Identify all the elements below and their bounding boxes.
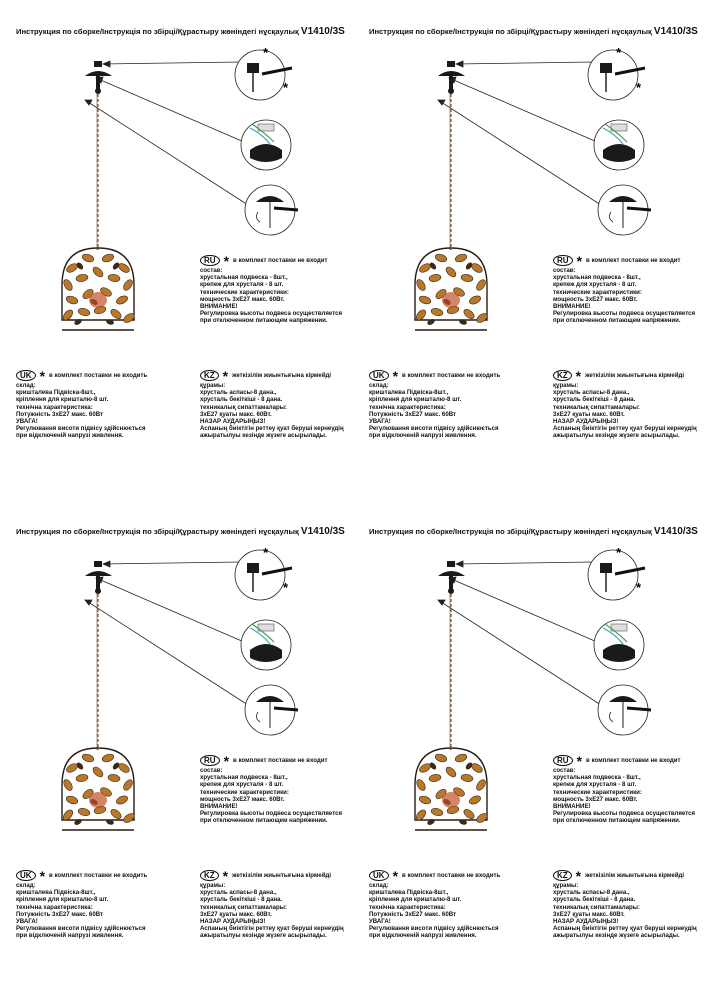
ru-line: состав: (200, 767, 223, 774)
uk-line: технічна характеристика: (369, 903, 446, 911)
uk-line: кріплення для кришталю-8 шт. (16, 896, 109, 904)
ru-note: в комплект поставки не входит (233, 756, 328, 764)
arrow-head (456, 561, 463, 567)
kz-line: ажыратылуы кезінде жүзеге асырылады. (553, 932, 680, 940)
lang-badge-uk: UK (16, 370, 36, 381)
kz-line: НАЗАР АУДАРЫҢЫЗ! (200, 918, 266, 926)
detail-circle-canopy (588, 545, 645, 600)
uk-line: склад: (369, 882, 389, 889)
lang-badge-uk: UK (369, 370, 389, 381)
lamp-shade (61, 248, 135, 330)
title-text: Инструкция по сборке/Інструкція по збірці/Құрастыру жөніндегі нұсқаулық (16, 527, 299, 536)
chain-icon (450, 94, 451, 250)
star-mark: * (222, 867, 229, 884)
star-mark: * (616, 545, 622, 560)
detail-circle-connector (594, 620, 644, 670)
lang-badge-ru: RU (553, 255, 573, 266)
ru-line: состав: (553, 767, 576, 774)
kz-line: хрусталь бекіткіші - 8 дана. (200, 396, 283, 404)
kz-line: хрусталь бекіткіші - 8 дана. (553, 396, 636, 404)
star-mark: * (575, 867, 582, 884)
lamp-shade (61, 748, 135, 830)
ru-line: хрустальная подвеска - 8шт., (553, 774, 641, 782)
ru-line: мощность 3хЕ27 макс. 60Вт. (200, 795, 285, 803)
kz-line: НАЗАР АУДАРЫҢЫЗ! (553, 418, 619, 426)
ru-line: Регулировка высоты подвеса осуществляется (553, 810, 696, 818)
title-text: Инструкция по сборке/Інструкція по збірці/Құрастыру жөніндегі нұсқаулық (369, 27, 652, 36)
detail-circle-clamp (598, 685, 651, 735)
kz-note: жеткізілім жиынтығына кірмейді (585, 871, 685, 879)
kz-note: жеткізілім жиынтығына кірмейді (585, 371, 685, 379)
lang-badge-kz: KZ (553, 870, 572, 881)
kz-line: хрусталь аспасы-8 дана., (200, 889, 277, 897)
uk-line: технічна характеристика: (16, 403, 93, 411)
lang-badge-uk: UK (369, 870, 389, 881)
uk-line: Регулювання висоти підвісу здійснюється (369, 425, 499, 433)
uk-line: кріплення для кришталю-8 шт. (369, 896, 462, 904)
uk-line: кріплення для кришталю-8 шт. (16, 396, 109, 404)
kz-line: хрусталь аспасы-8 дана., (553, 889, 630, 897)
star-mark: * (636, 580, 642, 595)
detail-circle-canopy (235, 45, 292, 100)
star-mark: * (392, 867, 399, 884)
ru-line: Регулировка высоты подвеса осуществляется (200, 810, 343, 818)
ru-section (200, 252, 343, 325)
chain-icon (97, 94, 98, 250)
kz-line: техникалық сипаттамалары: (200, 403, 287, 411)
kz-line: хрусталь аспасы-8 дана., (553, 389, 630, 397)
uk-line: кришталева Підвіска-8шт., (16, 389, 96, 397)
star-mark: * (222, 367, 229, 384)
kz-line: құрамы: (553, 382, 579, 389)
chain-icon (450, 594, 451, 750)
ru-line: крепеж для хрусталя - 8 шт. (553, 281, 637, 289)
kz-line: НАЗАР АУДАРЫҢЫЗ! (200, 418, 266, 426)
uk-line: при відключеній напрузі живлення. (369, 932, 477, 940)
uk-line: кришталева Підвіска-8шт., (16, 889, 96, 897)
instruction-sheet-2 (353, 0, 706, 500)
arrow-line (456, 62, 593, 64)
lamp-shade (414, 748, 488, 830)
screwdriver-icon (274, 208, 298, 210)
uk-note: в комплект поставки не входить (49, 371, 148, 379)
kz-line: 3хЕ27 қуаты макс. 60Вт. (553, 410, 625, 418)
uk-line: УВАГА! (369, 418, 391, 426)
kz-line: 3хЕ27 қуаты макс. 60Вт. (200, 410, 272, 418)
kz-line: Аспаның биіктігін реттеу қуат беруші кернеудің (200, 425, 344, 433)
uk-line: УВАГА! (16, 418, 38, 426)
arrow-line (103, 62, 240, 64)
kz-line: хрусталь аспасы-8 дана., (200, 389, 277, 397)
star-mark: * (39, 867, 46, 884)
kz-line: ажыратылуы кезінде жүзеге асырылады. (553, 432, 680, 440)
lang-badge-ru: RU (200, 755, 220, 766)
kz-line: техникалық сипаттамалары: (553, 403, 640, 411)
ru-line: при отключенном питающем напряжении. (553, 317, 681, 325)
instruction-sheet-3 (0, 500, 353, 1000)
kz-line: хрусталь бекіткіші - 8 дана. (200, 896, 283, 904)
uk-note: в комплект поставки не входить (402, 871, 501, 879)
screwdriver-icon (627, 708, 651, 710)
kz-line: 3хЕ27 қуаты макс. 60Вт. (200, 910, 272, 918)
ru-line: технические характеристики: (553, 788, 642, 796)
arrow-head (103, 61, 110, 67)
kz-line: құрамы: (200, 382, 226, 389)
ru-line: мощность 3хЕ27 макс. 60Вт. (553, 295, 638, 303)
uk-section (369, 867, 501, 940)
detail-circle-canopy (235, 545, 292, 600)
kz-line: НАЗАР АУДАРЫҢЫЗ! (553, 918, 619, 926)
ru-line: ВНИМАНИЕ! (200, 803, 238, 811)
star-mark: * (283, 580, 289, 595)
model-code: V1410/3S (300, 526, 345, 537)
uk-line: технічна характеристика: (369, 403, 446, 411)
uk-line: кріплення для кришталю-8 шт. (369, 396, 462, 404)
screwdriver-icon (627, 208, 651, 210)
ru-line: крепеж для хрусталя - 8 шт. (200, 281, 284, 289)
ru-line: состав: (553, 267, 576, 274)
star-mark: * (576, 752, 583, 769)
ru-line: при отключенном питающем напряжении. (200, 317, 328, 325)
ru-line: хрустальная подвеска - 8шт., (200, 274, 288, 282)
ru-section (200, 752, 343, 825)
star-mark: * (283, 80, 289, 95)
kz-section (200, 867, 344, 940)
uk-line: Регулювання висоти підвісу здійснюється (369, 925, 499, 933)
instruction-sheet-4 (353, 500, 706, 1000)
detail-circle-connector (241, 620, 291, 670)
ru-section (553, 252, 696, 325)
lang-badge-kz: KZ (200, 370, 219, 381)
uk-line: при відключеній напрузі живлення. (369, 432, 477, 440)
ru-line: при отключенном питающем напряжении. (200, 817, 328, 825)
chain-icon (97, 594, 98, 750)
uk-line: Регулювання висоти підвісу здійснюється (16, 425, 146, 433)
uk-section (369, 367, 501, 440)
model-code: V1410/3S (653, 526, 698, 537)
star-mark: * (576, 252, 583, 269)
kz-section (200, 367, 344, 440)
kz-section (553, 367, 697, 440)
kz-line: хрусталь бекіткіші - 8 дана. (553, 896, 636, 904)
arrow-line (103, 562, 240, 564)
ru-note: в комплект поставки не входит (586, 256, 681, 264)
arrow-line (456, 562, 593, 564)
lang-badge-ru: RU (200, 255, 220, 266)
kz-line: Аспаның биіктігін реттеу қуат беруші кернеудің (200, 925, 344, 933)
arrow-head (456, 61, 463, 67)
kz-line: Аспаның биіктігін реттеу қуат беруші кернеудің (553, 925, 697, 933)
uk-line: кришталева Підвіска-8шт., (369, 889, 449, 897)
title-text: Инструкция по сборке/Інструкція по збірці/Құрастыру жөніндегі нұсқаулық (16, 27, 299, 36)
model-code: V1410/3S (653, 26, 698, 37)
ru-line: хрустальная подвеска - 8шт., (553, 274, 641, 282)
ru-line: ВНИМАНИЕ! (200, 303, 238, 311)
star-mark: * (263, 545, 269, 560)
lang-badge-ru: RU (553, 755, 573, 766)
star-mark: * (392, 367, 399, 384)
lamp-shade (414, 248, 488, 330)
kz-line: құрамы: (200, 882, 226, 889)
uk-section (16, 867, 148, 940)
kz-line: техникалық сипаттамалары: (200, 903, 287, 911)
uk-line: Регулювання висоти підвісу здійснюється (16, 925, 146, 933)
uk-note: в комплект поставки не входить (49, 871, 148, 879)
star-mark: * (616, 45, 622, 60)
uk-line: Потужність 3хЕ27 макс. 60Вт (369, 410, 457, 418)
ru-line: мощность 3хЕ27 макс. 60Вт. (200, 295, 285, 303)
uk-line: при відключеній напрузі живлення. (16, 932, 124, 940)
star-mark: * (223, 252, 230, 269)
kz-line: ажыратылуы кезінде жүзеге асырылады. (200, 432, 327, 440)
detail-circle-connector (241, 120, 291, 170)
ru-line: технические характеристики: (200, 288, 289, 296)
ru-line: технические характеристики: (200, 788, 289, 796)
kz-line: 3хЕ27 қуаты макс. 60Вт. (553, 910, 625, 918)
ru-note: в комплект поставки не входит (586, 756, 681, 764)
uk-line: Потужність 3хЕ27 макс. 60Вт (16, 410, 104, 418)
kz-note: жеткізілім жиынтығына кірмейді (232, 871, 332, 879)
star-mark: * (263, 45, 269, 60)
title-text: Инструкция по сборке/Інструкція по збірці/Құрастыру жөніндегі нұсқаулық (369, 527, 652, 536)
ru-note: в комплект поставки не входит (233, 256, 328, 264)
ru-line: мощность 3хЕ27 макс. 60Вт. (553, 795, 638, 803)
ru-line: состав: (200, 267, 223, 274)
uk-section (16, 367, 148, 440)
ru-section (553, 752, 696, 825)
instruction-sheet-1 (0, 0, 353, 500)
uk-line: при відключеній напрузі живлення. (16, 432, 124, 440)
lang-badge-kz: KZ (553, 370, 572, 381)
kz-line: Аспаның биіктігін реттеу қуат беруші кернеудің (553, 425, 697, 433)
kz-section (553, 867, 697, 940)
uk-line: склад: (16, 382, 36, 389)
uk-line: УВАГА! (369, 918, 391, 926)
ru-line: технические характеристики: (553, 288, 642, 296)
star-mark: * (575, 367, 582, 384)
ru-line: крепеж для хрусталя - 8 шт. (200, 781, 284, 789)
detail-circle-connector (594, 120, 644, 170)
ru-line: Регулировка высоты подвеса осуществляется (200, 310, 343, 318)
ru-line: ВНИМАНИЕ! (553, 303, 591, 311)
detail-circle-clamp (245, 185, 298, 235)
uk-line: склад: (369, 382, 389, 389)
star-mark: * (39, 367, 46, 384)
ru-line: Регулировка высоты подвеса осуществляется (553, 310, 696, 318)
kz-line: техникалық сипаттамалары: (553, 903, 640, 911)
uk-line: склад: (16, 882, 36, 889)
lang-badge-kz: KZ (200, 870, 219, 881)
uk-line: кришталева Підвіска-8шт., (369, 389, 449, 397)
kz-line: ажыратылуы кезінде жүзеге асырылады. (200, 932, 327, 940)
detail-circle-canopy (588, 45, 645, 100)
ru-line: крепеж для хрусталя - 8 шт. (553, 781, 637, 789)
uk-line: Потужність 3хЕ27 макс. 60Вт (369, 910, 457, 918)
ru-line: ВНИМАНИЕ! (553, 803, 591, 811)
kz-note: жеткізілім жиынтығына кірмейді (232, 371, 332, 379)
detail-circle-clamp (245, 685, 298, 735)
star-mark: * (223, 752, 230, 769)
lang-badge-uk: UK (16, 870, 36, 881)
ru-line: хрустальная подвеска - 8шт., (200, 774, 288, 782)
uk-line: УВАГА! (16, 918, 38, 926)
detail-circle-clamp (598, 185, 651, 235)
kz-line: құрамы: (553, 882, 579, 889)
screwdriver-icon (274, 708, 298, 710)
model-code: V1410/3S (300, 26, 345, 37)
ru-line: при отключенном питающем напряжении. (553, 817, 681, 825)
uk-line: Потужність 3хЕ27 макс. 60Вт (16, 910, 104, 918)
uk-line: технічна характеристика: (16, 903, 93, 911)
star-mark: * (636, 80, 642, 95)
arrow-head (103, 561, 110, 567)
uk-note: в комплект поставки не входить (402, 371, 501, 379)
